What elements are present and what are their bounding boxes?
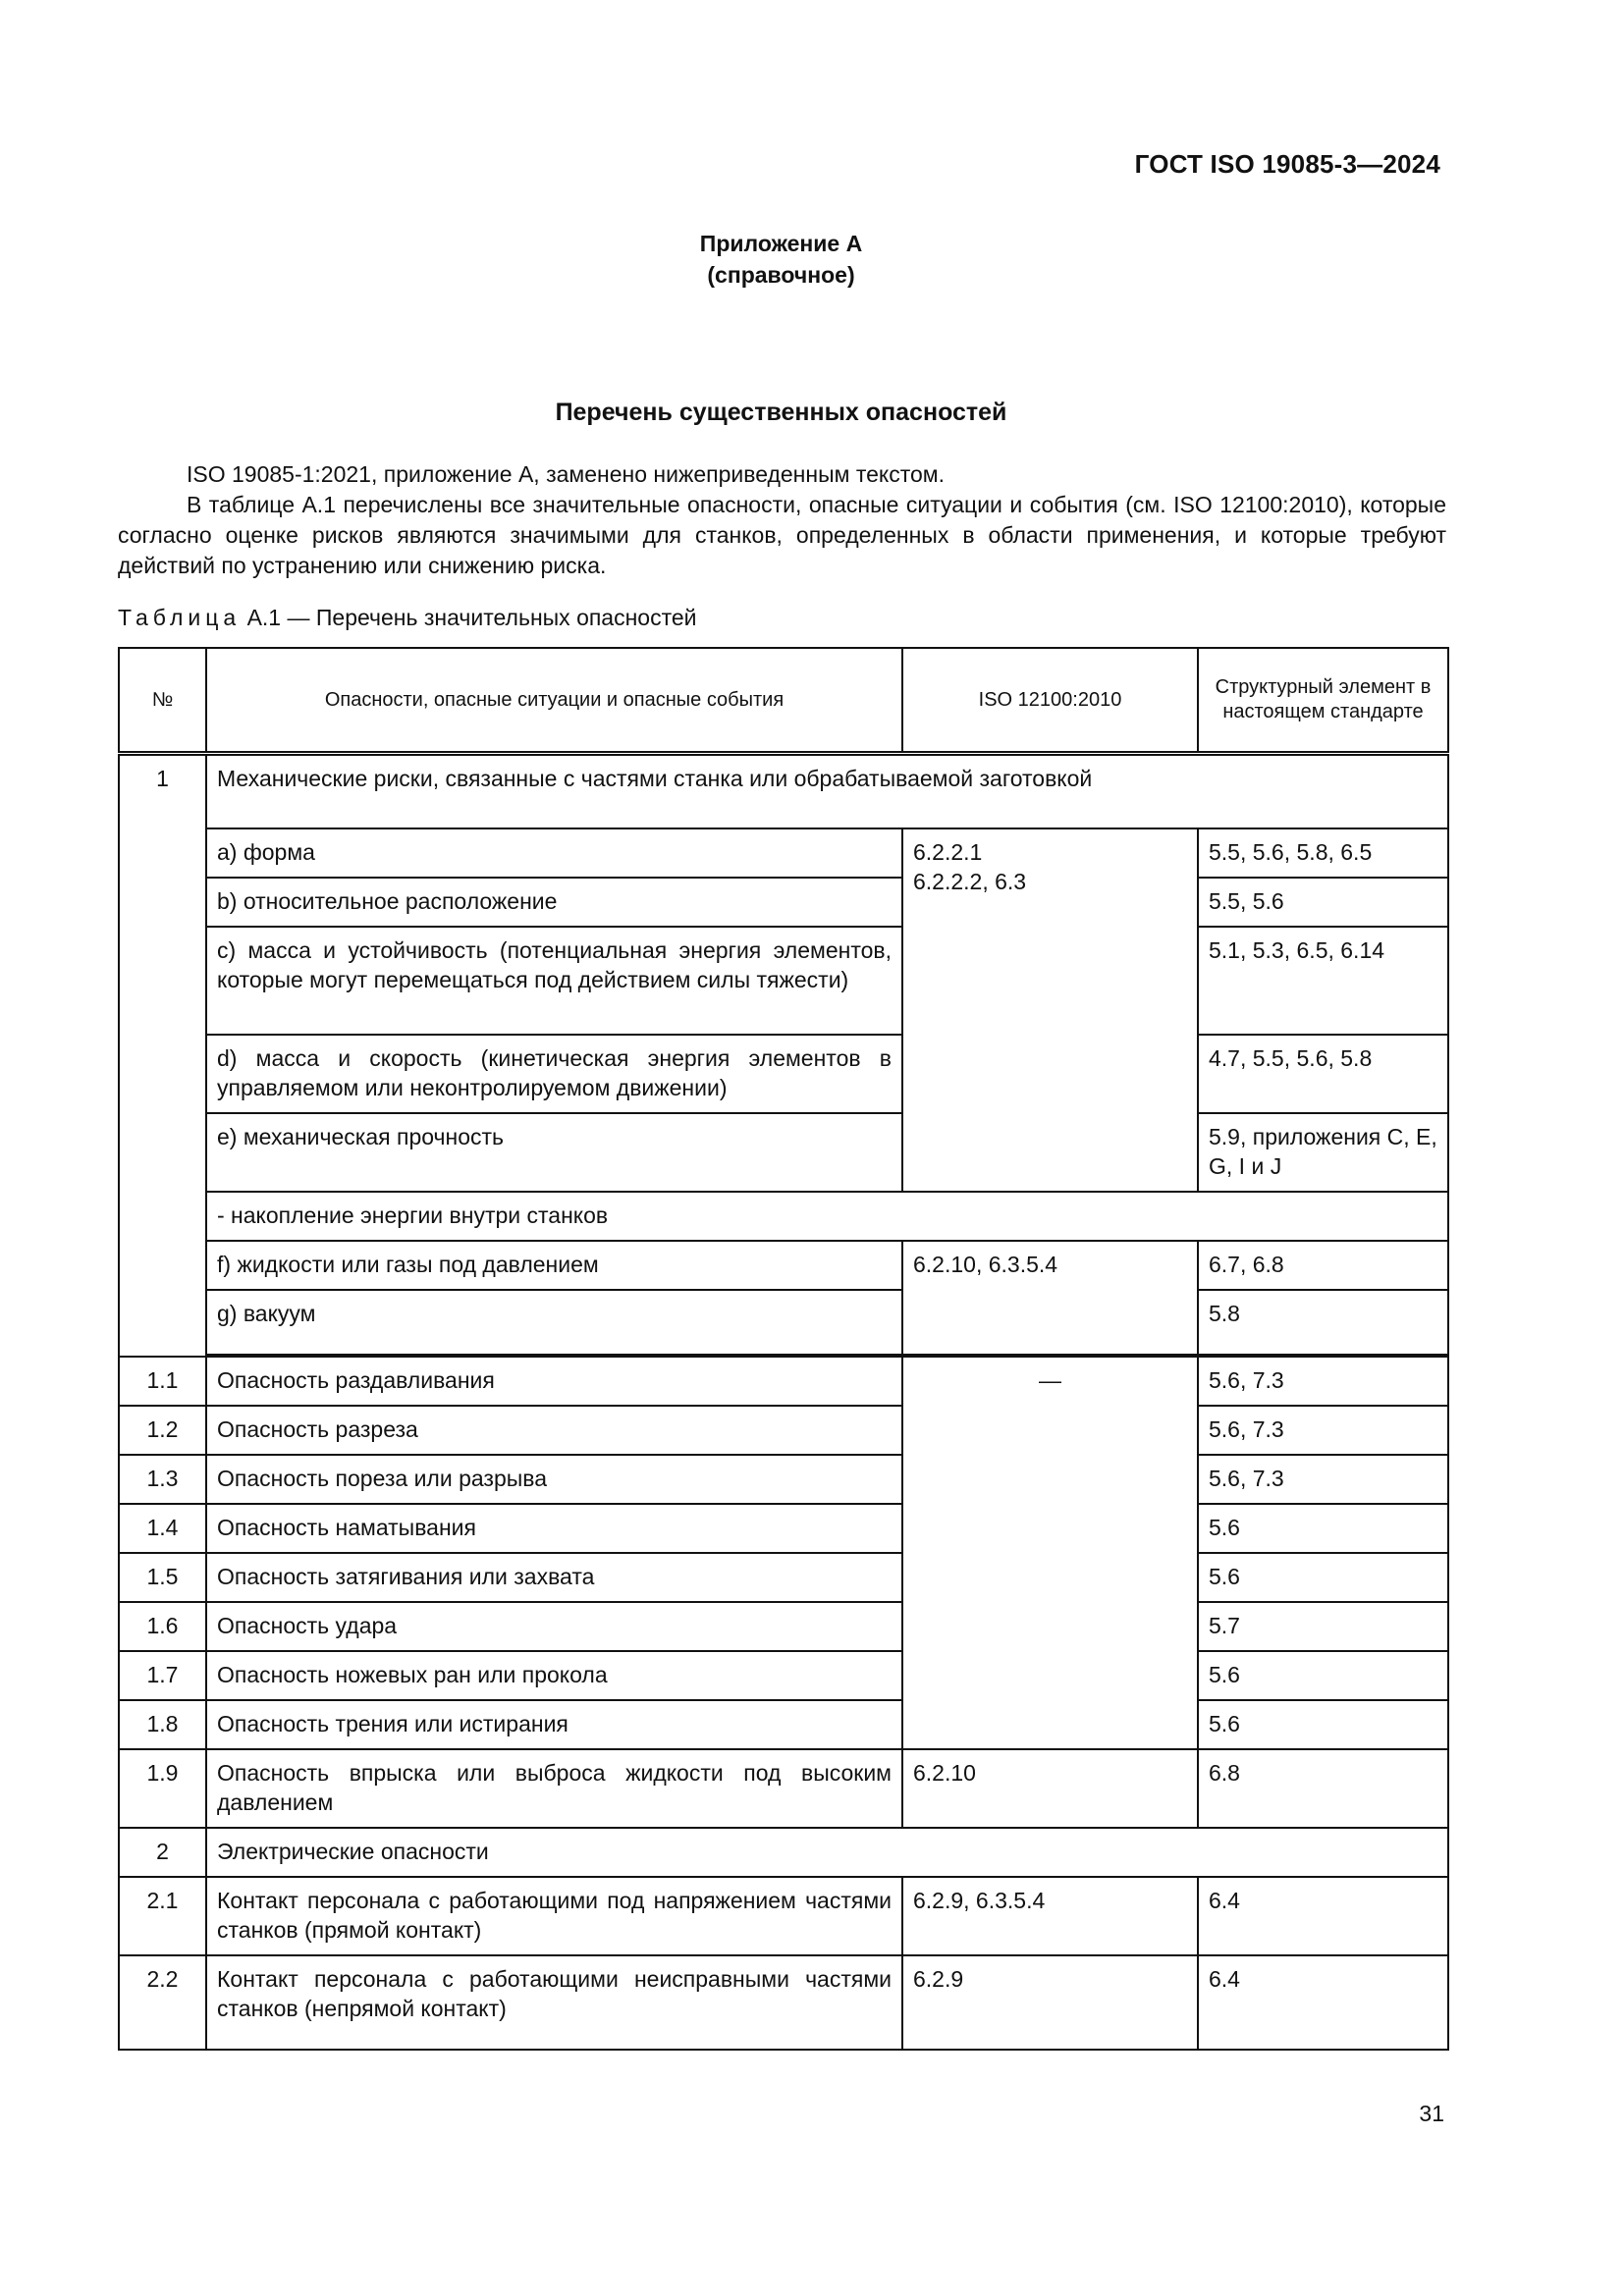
element-cell: 5.6, 7.3 [1198, 1357, 1448, 1406]
header-num: № [119, 648, 206, 754]
hazard-cell: Опасность разреза [206, 1406, 902, 1455]
iso-cell: 6.2.9, 6.3.5.4 [902, 1877, 1198, 1955]
section-title: Перечень существенных опасностей [555, 399, 1007, 426]
row-num: 2.2 [119, 1955, 206, 2050]
table-row [119, 754, 1448, 828]
element-cell: 6.4 [1198, 1877, 1448, 1955]
hazard-cell: c) масса и устойчивость (потенциальная энергия элементов, которые могут перемещаться под действием силы тяжести) [206, 927, 902, 1035]
intro-paragraph-2: В таблице А.1 перечислены все значительные опасности, опасные ситуации и события (см. ISO 12100:2010), которые согласно оценке рисков являются значимыми для станков, определенных в области применения, и которые требуют действий по устранению или снижению риска. [118, 492, 1446, 578]
hazard-cell: Опасность ножевых ран или прокола [206, 1651, 902, 1700]
intro-paragraph-1: ISO 19085-1:2021, приложение А, заменено нижеприведенным текстом. [187, 461, 945, 487]
hazard-cell: b) относительное расположение [206, 878, 902, 927]
table-row [119, 1241, 1448, 1290]
table-row [119, 1035, 1448, 1113]
header-iso: ISO 12100:2010 [902, 648, 1198, 754]
header-element: Структурный элемент в настоящем стандарте [1198, 648, 1448, 754]
table-header-row [119, 648, 1448, 754]
iso-cell: 6.2.10 [902, 1749, 1198, 1828]
hazard-cell: a) форма [206, 828, 902, 878]
annex-title: Приложение А [699, 231, 863, 256]
element-cell: 5.9, приложения C, E, G, I и J [1198, 1113, 1448, 1192]
table-row [119, 1357, 1448, 1406]
row-num: 1.8 [119, 1700, 206, 1749]
element-cell: 5.6 [1198, 1651, 1448, 1700]
hazard-cell: f) жидкости или газы под давлением [206, 1241, 902, 1290]
hazard-cell: Опасность пореза или разрыва [206, 1455, 902, 1504]
row-num: 1 [119, 754, 206, 1357]
hazard-cell: Опасность раздавливания [206, 1357, 902, 1406]
element-cell: 6.7, 6.8 [1198, 1241, 1448, 1290]
table-row [119, 1504, 1448, 1553]
table-row [119, 1192, 1448, 1241]
row-num: 2 [119, 1828, 206, 1877]
row-num: 1.9 [119, 1749, 206, 1828]
hazard-cell: Опасность затягивания или захвата [206, 1553, 902, 1602]
element-cell: 4.7, 5.5, 5.6, 5.8 [1198, 1035, 1448, 1113]
element-cell: 5.1, 5.3, 6.5, 6.14 [1198, 927, 1448, 1035]
row-num: 1.2 [119, 1406, 206, 1455]
hazard-cell: Опасность трения или истирания [206, 1700, 902, 1749]
table-row [119, 878, 1448, 927]
intro-text [118, 459, 1446, 581]
row-num: 1.3 [119, 1455, 206, 1504]
row-num: 1.7 [119, 1651, 206, 1700]
element-cell: 5.6, 7.3 [1198, 1455, 1448, 1504]
hazard-cell: d) масса и скорость (кинетическая энергия элементов в управляемом или неконтролируемом движении) [206, 1035, 902, 1113]
element-cell: 5.5, 5.6, 5.8, 6.5 [1198, 828, 1448, 878]
page-number: 31 [1419, 2101, 1444, 2126]
table-row [119, 1602, 1448, 1651]
group-title: Механические риски, связанные с частями станка или обрабатываемой заготовкой [206, 754, 1448, 828]
row-num: 1.1 [119, 1357, 206, 1406]
table-caption-label: Таблица [118, 605, 242, 630]
table-row [119, 1553, 1448, 1602]
element-cell: 5.6 [1198, 1700, 1448, 1749]
iso-cell: — [902, 1357, 1198, 1749]
element-cell: 5.7 [1198, 1602, 1448, 1651]
table-row [119, 927, 1448, 1035]
element-cell: 5.5, 5.6 [1198, 878, 1448, 927]
element-cell: 5.6 [1198, 1504, 1448, 1553]
table-row [119, 1749, 1448, 1828]
table-row [119, 1700, 1448, 1749]
hazard-cell: Контакт персонала с работающими под напряжением частями станков (прямой контакт) [206, 1877, 902, 1955]
header-hazards: Опасности, опасные ситуации и опасные события [206, 648, 902, 754]
document-code: ГОСТ ISO 19085-3—2024 [1134, 149, 1440, 179]
hazard-cell: Опасность впрыска или выброса жидкости под высоким давлением [206, 1749, 902, 1828]
table-row [119, 1828, 1448, 1877]
hazard-cell: e) механическая прочность [206, 1113, 902, 1192]
hazard-cell: g) вакуум [206, 1290, 902, 1355]
table-caption [118, 605, 697, 631]
iso-cell [902, 828, 1198, 1192]
hazard-cell: Опасность удара [206, 1602, 902, 1651]
iso-text: 6.2.2.1 6.2.2.2, 6.3 [913, 838, 1027, 894]
element-cell: 5.8 [1198, 1290, 1448, 1355]
annex-subtitle: (справочное) [707, 262, 855, 288]
table-row [119, 1290, 1448, 1355]
table-row [119, 828, 1448, 878]
hazard-cell: Опасность наматывания [206, 1504, 902, 1553]
annex-heading [0, 228, 1562, 291]
hazard-cell: Контакт персонала с работающими неисправными частями станков (непрямой контакт) [206, 1955, 902, 2050]
element-cell: 6.8 [1198, 1749, 1448, 1828]
table-caption-text: А.1 — Перечень значительных опасностей [241, 605, 697, 630]
row-num: 2.1 [119, 1877, 206, 1955]
element-cell: 5.6 [1198, 1553, 1448, 1602]
row-num: 1.6 [119, 1602, 206, 1651]
group-title: Электрические опасности [206, 1828, 1448, 1877]
table-row [119, 1877, 1448, 1955]
row-num: 1.4 [119, 1504, 206, 1553]
hazards-table [118, 647, 1449, 2051]
table-row [119, 1406, 1448, 1455]
element-cell: 5.6, 7.3 [1198, 1406, 1448, 1455]
table-row [119, 1651, 1448, 1700]
iso-cell: 6.2.9 [902, 1955, 1198, 2050]
row-num: 1.5 [119, 1553, 206, 1602]
subgroup-title: - накопление энергии внутри станков [206, 1192, 1448, 1241]
table-row [119, 1113, 1448, 1192]
iso-cell: 6.2.10, 6.3.5.4 [902, 1241, 1198, 1355]
element-cell: 6.4 [1198, 1955, 1448, 2050]
table-row [119, 1455, 1448, 1504]
table-row [119, 1955, 1448, 2050]
